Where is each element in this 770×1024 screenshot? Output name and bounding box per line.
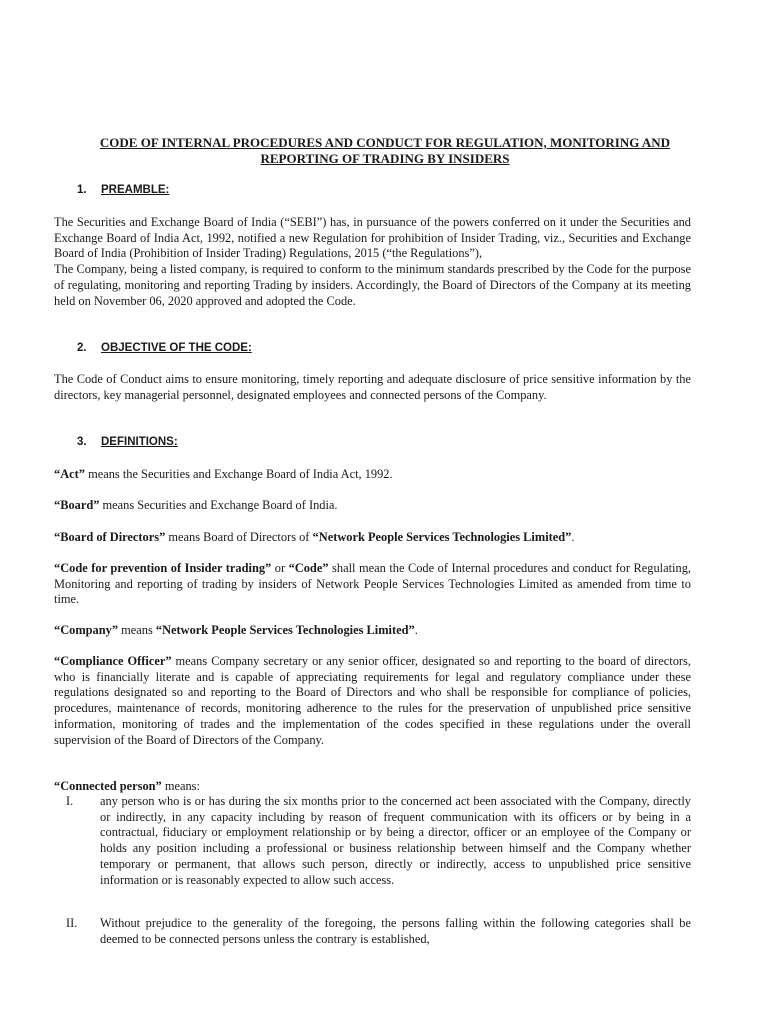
definition-text: means Company secretary or any senior officer, designated so and reporting to the board of directors, who is financially literate and is capable of appreciating requirements for legal and regulatory compliance under these regulations designated so and reporting to the Board of Directors and who shall be responsible for compliance of policies, procedures, maintenance of records, monitoring adherence to the rules for the preservation of unpublished price sensitive information, monitoring of trades and the implementation of the codes specified in these regulations under the overall supervision of the Board of Directors of the Company. xyxy=(54,654,691,747)
definition-connected-person xyxy=(54,779,691,795)
definition-compliance-officer xyxy=(54,654,691,748)
section-heading-preamble xyxy=(77,183,169,197)
definition-company xyxy=(54,623,691,639)
definition-board xyxy=(54,498,691,514)
definition-code xyxy=(54,561,691,608)
document-title xyxy=(40,135,730,166)
definition-term: “Board of Directors” xyxy=(54,530,166,544)
definition-tail: . xyxy=(571,530,575,544)
section-heading-objective xyxy=(77,341,252,355)
definition-text: means Securities and Exchange Board of India. xyxy=(99,498,338,512)
definition-text: means Board of Directors of xyxy=(165,530,313,544)
item-text: Without prejudice to the generality of the foregoing, the persons falling within the following categories shall be deemed to be connected persons unless the contrary is established, xyxy=(100,916,691,946)
definition-term: “Act” xyxy=(54,467,85,481)
definition-board-of-directors xyxy=(54,530,691,546)
section-heading-definitions xyxy=(77,435,178,449)
definition-term: “Connected person” xyxy=(54,779,162,793)
section-number: 1. xyxy=(77,184,87,196)
section-label: DEFINITIONS: xyxy=(101,436,178,448)
connected-person-item-1 xyxy=(54,794,691,888)
company-name: “Network People Services Technologies Limited” xyxy=(155,623,415,637)
title-line-2: REPORTING OF TRADING BY INSIDERS xyxy=(260,150,510,166)
definition-text: means the Securities and Exchange Board of India Act, 1992. xyxy=(84,467,393,481)
definition-act xyxy=(54,467,691,483)
section-label: OBJECTIVE OF THE CODE: xyxy=(101,342,252,354)
definition-term: “Compliance Officer” xyxy=(54,654,172,668)
objective-body xyxy=(54,372,691,403)
roman-numeral: II. xyxy=(66,916,78,930)
connected-person-item-2 xyxy=(54,916,691,947)
company-name: “Network People Services Technologies Limited” xyxy=(312,530,572,544)
definition-text: means xyxy=(118,623,156,637)
item-text: any person who is or has during the six months prior to the concerned act been associated with the Company, directly or indirectly, in any capacity including by reason of frequent communication with its officers or by being in a contractual, fiduciary or employment relationship or by being a director, officer or an employee of the Company or holds any position including a professional or business relationship between himself and the Company whether temporary or permanent, that allows such person, directly or indirectly, access to unpublished price sensitive information or is reasonably expected to allow such access. xyxy=(100,794,691,887)
definition-term: “Company” xyxy=(54,623,119,637)
preamble-paragraph-2: The Company, being a listed company, is required to conform to the minimum standards prescribed by the Code for the purpose of regulating, monitoring and reporting Trading by insiders. Accordingly, the Board of Directors of the Company at its meeting held on November 06, 2020 approved and adopted the Code. xyxy=(54,262,691,308)
definition-tail: . xyxy=(414,623,418,637)
preamble-paragraph-1: The Securities and Exchange Board of India (“SEBI”) has, in pursuance of the powers conferred on it under the Securities and Exchange Board of India Act, 1992, notified a new Regulation for prohibition of Insider Trading, viz., Securities and Exchange Board of India (Prohibition of Insider Trading) Regulations, 2015 (“the Regulations”), xyxy=(54,215,691,261)
definition-term: “Code for prevention of Insider trading” xyxy=(54,561,272,575)
definition-text: shall mean the Code of Internal procedures and conduct for Regulating, Monitoring and reporting of trading by insiders of Network People Services Technologies Limited as amended from time to time. xyxy=(54,561,691,607)
definition-text: means: xyxy=(161,779,200,793)
title-line-1: CODE OF INTERNAL PROCEDURES AND CONDUCT FOR REGULATION, MONITORING AND xyxy=(99,135,671,150)
preamble-body xyxy=(54,215,691,309)
objective-paragraph: The Code of Conduct aims to ensure monitoring, timely reporting and adequate disclosure of price sensitive information by the directors, key managerial personnel, designated employees and connected persons of the Company. xyxy=(54,372,691,402)
section-number: 3. xyxy=(77,436,87,448)
roman-numeral: I. xyxy=(66,794,74,808)
definition-connector: or xyxy=(271,561,289,575)
section-label: PREAMBLE: xyxy=(101,184,170,196)
section-number: 2. xyxy=(77,342,87,354)
definition-term: “Board” xyxy=(54,498,100,512)
definition-term-alt: “Code” xyxy=(288,561,329,575)
